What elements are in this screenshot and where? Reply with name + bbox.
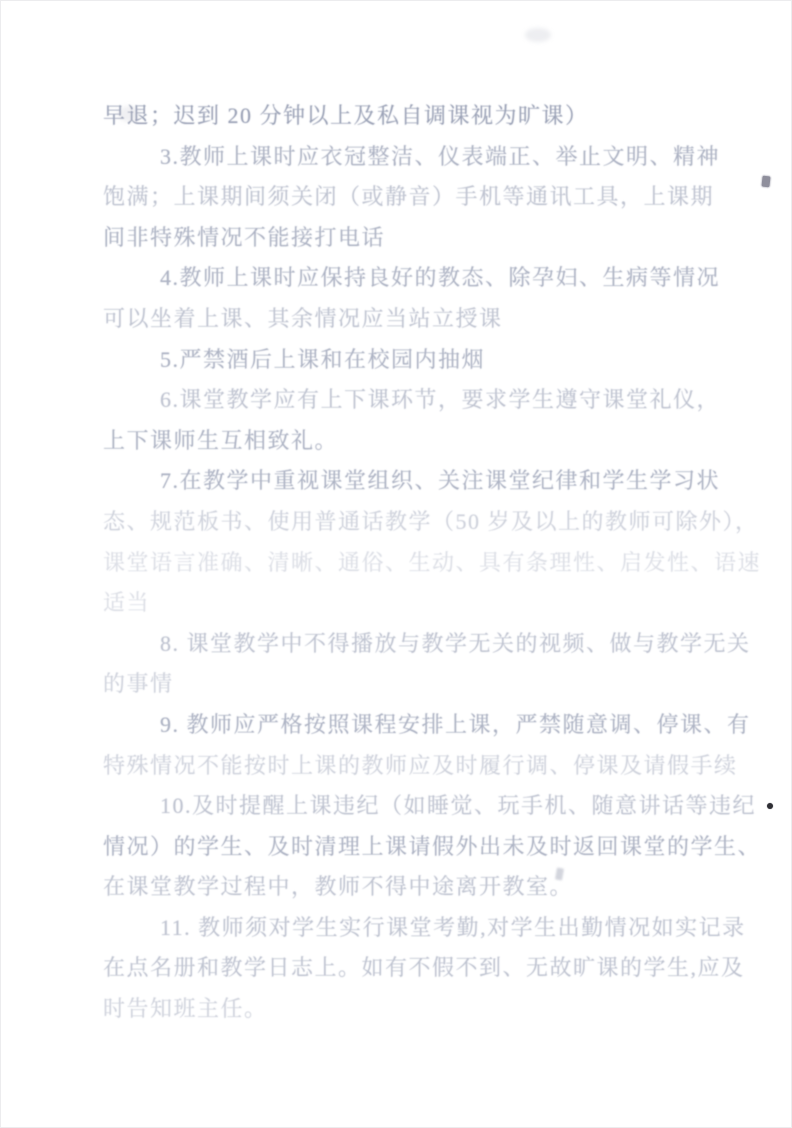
scan-smudge: [118, 106, 140, 122]
text-line: 3.教师上课时应衣冠整洁、仪表端正、举止文明、精神: [160, 143, 721, 169]
text-line: 的事情: [103, 671, 174, 697]
text-line: 5.严禁酒后上课和在校园内抽烟: [160, 346, 486, 372]
text-line: 时告知班主任。: [103, 996, 268, 1022]
text-line: 9. 教师应严格按照课程安排上课，严禁随意调、停课、有: [160, 711, 751, 737]
text-line: 态、规范板书、使用普通话教学（50 岁及以上的教师可除外），: [103, 508, 759, 534]
text-line: 6.课堂教学应有上下课环节，要求学生遵守课堂礼仪，: [160, 387, 721, 413]
text-line: 课堂语言准确、清晰、通俗、生动、具有条理性、启发性、语速: [103, 549, 762, 575]
scan-speck: [761, 176, 770, 188]
text-line: 情况）的学生、及时清理上课请假外出未及时返回课堂的学生、: [103, 833, 762, 859]
text-line: 上下课师生互相致礼。: [103, 427, 339, 453]
text-line: 间非特殊情况不能接打电话: [103, 224, 386, 250]
scan-smudge: [525, 28, 551, 42]
text-line: 在课堂教学过程中，教师不得中途离开教室。: [103, 874, 574, 900]
document-text-block: [103, 96, 762, 1030]
text-line: 适当: [103, 590, 151, 616]
text-line: 11. 教师须对学生实行课堂考勤,对学生出勤情况如实记录: [160, 914, 746, 940]
scan-speck: [767, 803, 773, 809]
text-line: 早退；迟到 20 分钟以上及私自调课视为旷课）: [103, 103, 589, 128]
text-line: 8. 课堂教学中不得播放与教学无关的视频、做与教学无关: [160, 630, 751, 656]
text-line: 饱满；上课期间须关闭（或静音）手机等通讯工具，上课期: [103, 184, 715, 210]
text-line: 可以坐着上课、其余情况应当站立授课: [103, 305, 503, 331]
text-line: 10.及时提醒上课违纪（如睡觉、玩手机、随意讲话等违纪: [160, 793, 757, 819]
text-line: 特殊情况不能按时上课的教师应及时履行调、停课及请假手续: [103, 752, 738, 778]
text-line: 7.在教学中重视课堂组织、关注课堂纪律和学生学习状: [160, 468, 721, 494]
text-line: 在点名册和教学日志上。如有不假不到、无故旷课的学生,应及: [103, 955, 745, 981]
text-line: 4.教师上课时应保持良好的教态、除孕妇、生病等情况: [160, 265, 721, 291]
